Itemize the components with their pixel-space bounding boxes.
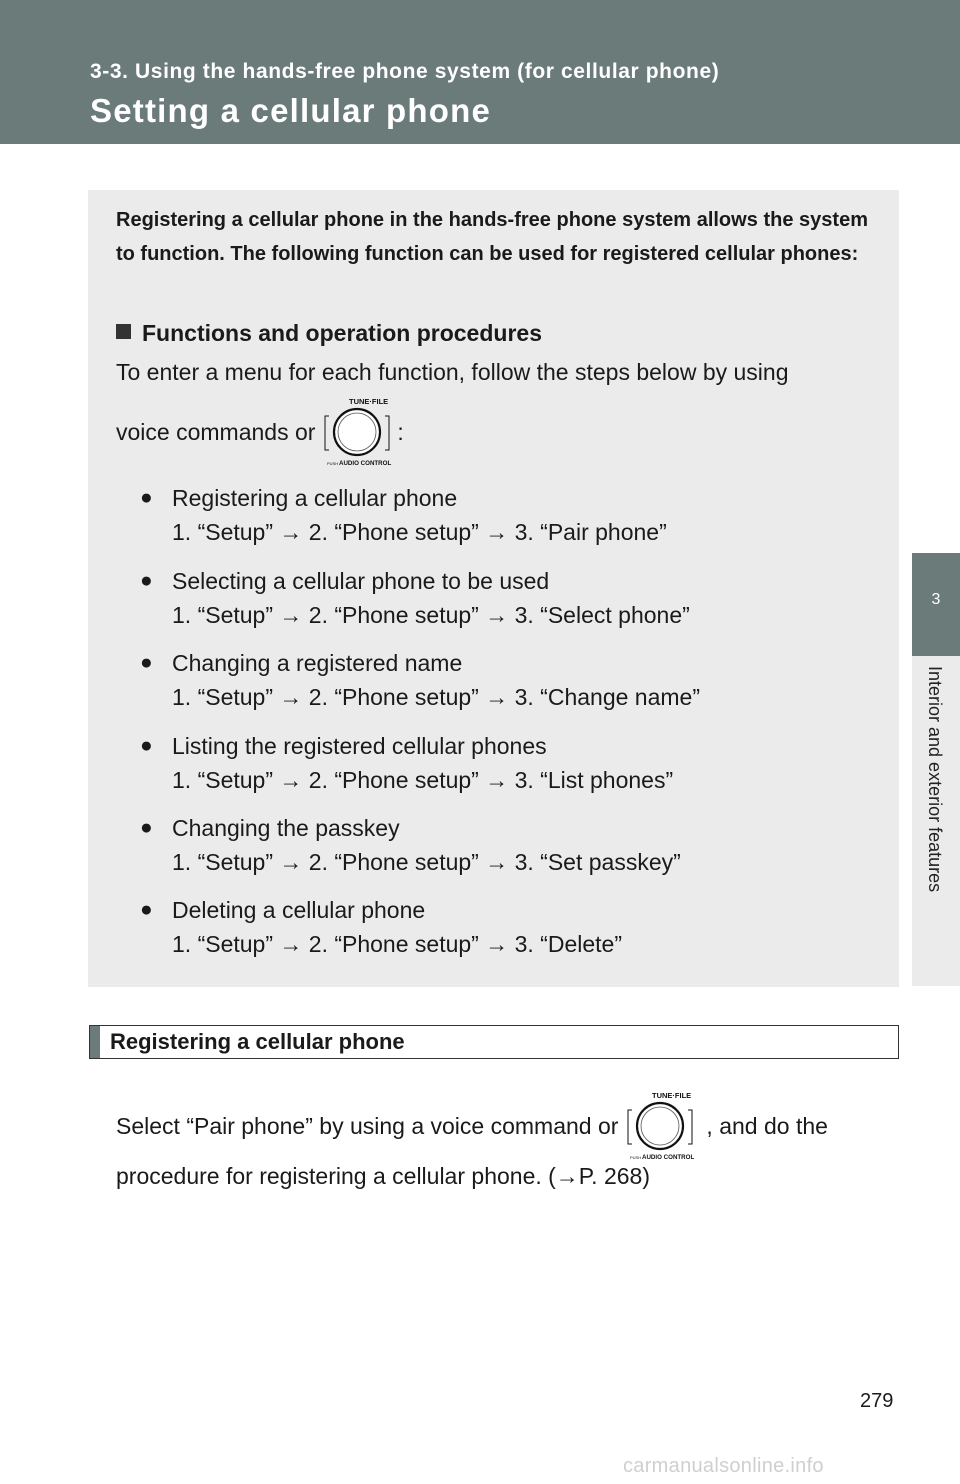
enter-menu-text: To enter a menu for each function, follow the steps below by using: [116, 359, 789, 385]
function-item-steps: 1. “Setup” → 2. “Phone setup” → 3. “Change name”: [172, 684, 700, 710]
chapter-tab[interactable]: [912, 553, 960, 656]
watermark: carmanualsonline.info: [623, 1455, 824, 1477]
function-item: [140, 893, 860, 961]
voice-suffix: :: [397, 418, 404, 445]
chapter-label: Interior and exterior features: [925, 666, 945, 893]
functions-heading-label: Functions and operation procedures: [142, 320, 542, 346]
voice-commands-line: [116, 394, 404, 470]
function-item-steps: 1. “Setup” → 2. “Phone setup” → 3. “Select phone”: [172, 602, 690, 628]
chapter-number: 3: [931, 591, 941, 608]
bullet-icon: ●: [140, 651, 153, 674]
function-item-label: Selecting a cellular phone to be used: [172, 568, 550, 594]
registering-procedure-text: procedure for registering a cellular phone. (→P. 268): [116, 1163, 650, 1189]
knob-push-label: PUSH: [327, 461, 339, 466]
section-title: 3-3. Using the hands-free phone system (for cellular phone): [90, 60, 720, 83]
function-item-label: Changing a registered name: [172, 650, 463, 676]
knob-bottom-label: AUDIO CONTROL: [339, 460, 392, 467]
bullet-icon: ●: [140, 734, 153, 757]
functions-heading: [116, 317, 542, 349]
function-item-steps: 1. “Setup” → 2. “Phone setup” → 3. “List phones”: [172, 767, 674, 793]
intro-text: Registering a cellular phone in the hands-free phone system allows the system to function. The following function can be used for registered cellular phones:: [116, 209, 868, 265]
function-item-steps: 1. “Setup” → 2. “Phone setup” → 3. “Delete”: [172, 931, 622, 957]
function-item: [140, 564, 860, 632]
knob-bottom-label: AUDIO CONTROL: [642, 1154, 695, 1161]
registering-suffix: , and do the: [706, 1112, 828, 1139]
registering-prefix: Select “Pair phone” by using a voice command or: [116, 1112, 619, 1139]
heading-accent-bar: [90, 1026, 100, 1058]
registering-heading-label: Registering a cellular phone: [110, 1029, 405, 1054]
knob-top-label: TUNE·FILE: [652, 1091, 692, 1100]
page-title: Setting a cellular phone: [90, 92, 492, 129]
voice-prefix: voice commands or: [116, 418, 316, 445]
tune-file-knob-icon: [321, 394, 393, 470]
bullet-icon: ●: [140, 569, 153, 592]
function-item-label: Changing the passkey: [172, 815, 400, 841]
page-header: [0, 0, 960, 144]
function-item-steps: 1. “Setup” → 2. “Phone setup” → 3. “Set passkey”: [172, 849, 681, 875]
knob-top-label: TUNE·FILE: [349, 397, 389, 406]
knob-push-label: PUSH: [630, 1155, 642, 1160]
function-item: [140, 481, 860, 549]
bullet-icon: ●: [140, 816, 153, 839]
function-item: [140, 729, 860, 797]
chapter-label-tab: [912, 656, 960, 986]
registering-instruction-line: [116, 1088, 828, 1164]
square-bullet-icon: [116, 324, 131, 339]
bullet-icon: ●: [140, 898, 153, 921]
function-item-label: Registering a cellular phone: [172, 485, 458, 511]
function-item-label: Deleting a cellular phone: [172, 897, 426, 923]
function-item: [140, 646, 860, 714]
registering-section-heading: [89, 1025, 899, 1059]
page-number: 279: [860, 1390, 894, 1412]
bullet-icon: ●: [140, 486, 153, 509]
tune-file-knob-icon: [624, 1088, 696, 1164]
function-item: [140, 811, 860, 879]
function-item-label: Listing the registered cellular phones: [172, 733, 547, 759]
function-item-steps: 1. “Setup” → 2. “Phone setup” → 3. “Pair phone”: [172, 519, 667, 545]
